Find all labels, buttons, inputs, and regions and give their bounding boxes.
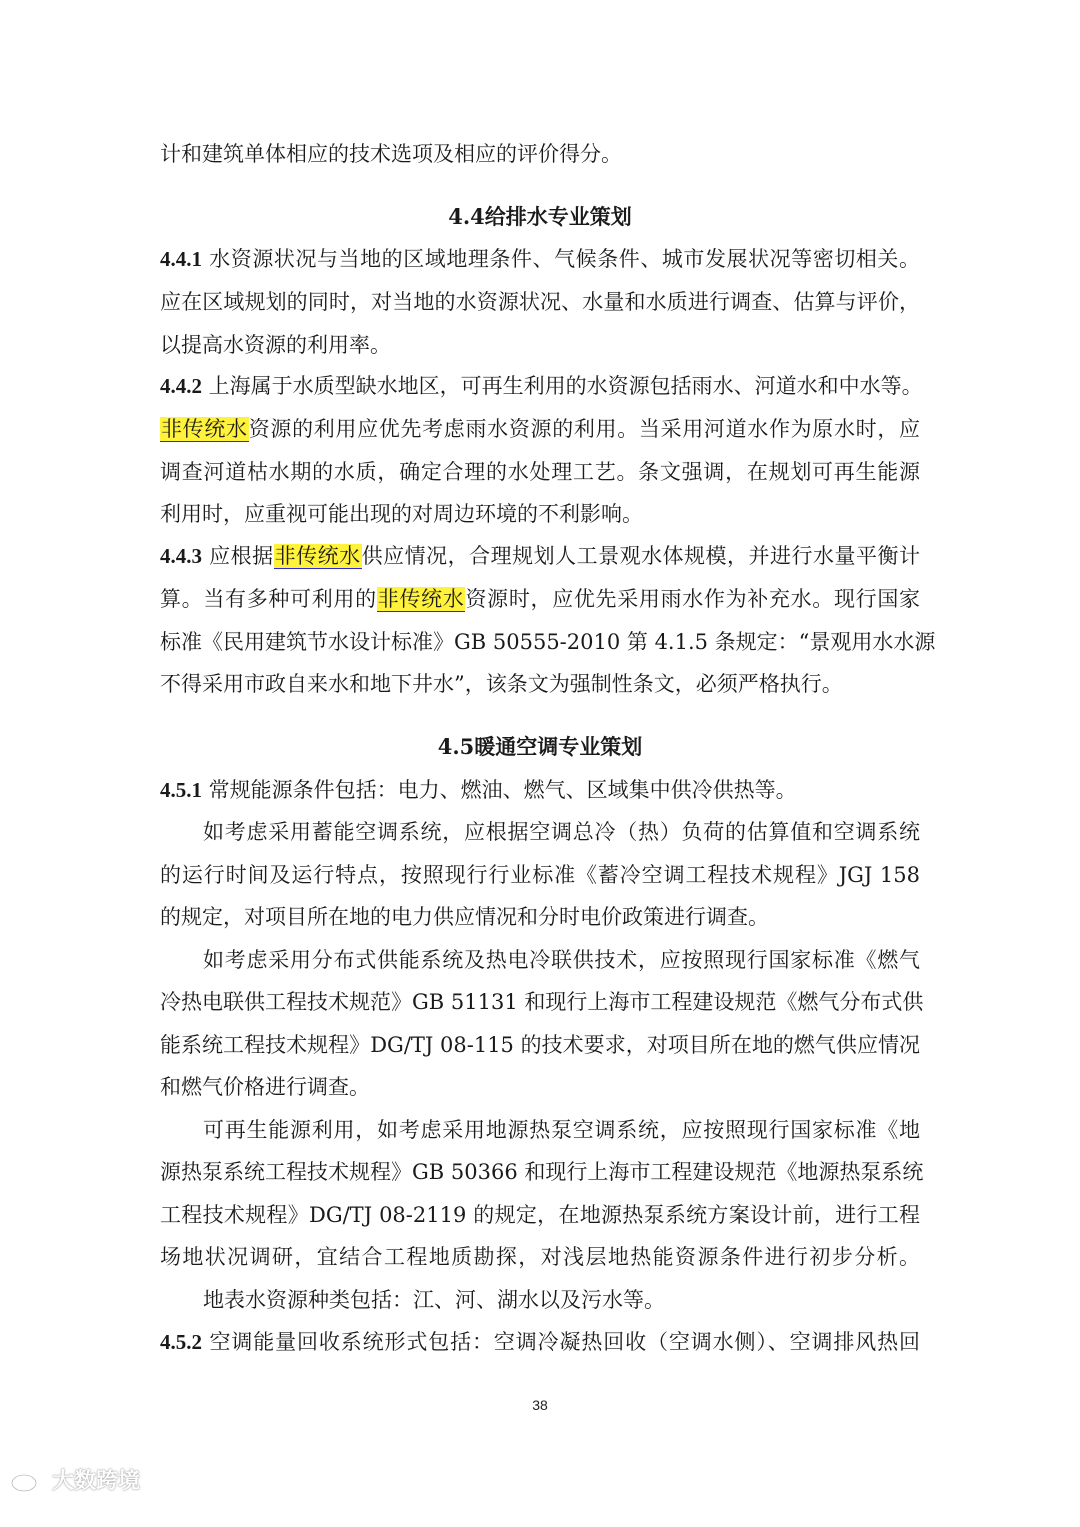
highlighted-term: 非传统水 (161, 417, 248, 441)
text-run: 场地状况调研，宜结合工程地质勘探，对浅层地热能资源条件进行初步分析。 (160, 1245, 920, 1269)
paragraph-storage-ac-line-2 (160, 861, 920, 889)
text-run: 资源的利用应优先考虑雨水资源的利用。当采用河道水作为原水时，应 (248, 417, 921, 441)
paragraph-4-5-1-line-1 (160, 776, 920, 804)
paragraph-4-4-2-line-4 (160, 500, 920, 528)
text-run: 能系统工程技术规程》DG/TJ 08-115 的技术要求，对项目所在地的燃气供应情况 (160, 1033, 920, 1057)
paragraph-distributed-energy-line-2 (160, 988, 924, 1016)
intro-line (160, 140, 920, 168)
text-run: 可再生能源利用，如考虑采用地源热泵空调系统，应按照现行国家标准《地 (203, 1118, 920, 1142)
text-run: 供应情况，合理规划人工景观水体规模，并进行水量平衡计 (361, 544, 920, 568)
paragraph-4-4-2-line-3 (160, 458, 920, 486)
text-run: 水资源状况与当地的区域地理条件、气候条件、城市发展状况等密切相关。 (202, 247, 920, 271)
paragraph-4-4-1-line-2 (160, 288, 920, 316)
paragraph-4-4-3-line-1 (160, 542, 920, 570)
text-run: 的运行时间及运行特点，按照现行行业标准《蓄冷空调工程技术规程》JGJ 158 (160, 863, 920, 887)
paragraph-storage-ac-line-1 (203, 818, 920, 846)
clause-number: 4.5.1 (160, 778, 202, 802)
paragraph-ground-source-line-1 (203, 1116, 920, 1144)
text-run: 算。当有多种可利用的 (160, 587, 377, 611)
clause-number: 4.4.3 (160, 544, 202, 568)
page-number: 38 (532, 1397, 548, 1413)
text-run: 如考虑采用分布式供能系统及热电冷联供技术，应按照现行国家标准《燃气 (203, 948, 920, 972)
text-run: 应在区域规划的同时，对当地的水资源状况、水量和水质进行调查、估算与评价， (160, 290, 920, 314)
text-run: 地表水资源种类包括：江、河、湖水以及污水等。 (203, 1288, 665, 1312)
paragraph-distributed-energy-line-3 (160, 1031, 920, 1059)
text-run: 标准《民用建筑节水设计标准》GB 50555-2010 第 4.1.5 条规定：“景观用水水源 (160, 630, 936, 654)
paragraph-ground-source-line-3 (160, 1201, 920, 1229)
text-run: 资源时，应优先采用雨水作为补充水。现行国家 (465, 587, 921, 611)
text-run: 应根据 (202, 544, 274, 568)
section-heading-4-5: 4.5暖通空调专业策划 (437, 734, 643, 759)
paragraph-4-4-3-line-2 (160, 585, 920, 613)
weibo-logo-icon (10, 1467, 44, 1493)
paragraph-ground-source-line-2 (160, 1158, 924, 1186)
paragraph-4-4-3-line-3 (160, 628, 936, 656)
text-run: 空调能量回收系统形式包括：空调冷凝热回收（空调水侧）、空调排风热回 (202, 1330, 920, 1354)
watermark-text: 大数跨境 (52, 1469, 141, 1494)
text-run: 常规能源条件包括：电力、燃油、燃气、区域集中供冷供热等。 (202, 778, 797, 802)
paragraph-4-4-2-line-1 (160, 372, 923, 400)
paragraph-4-5-2-line-1 (160, 1328, 920, 1356)
clause-number: 4.4.2 (160, 374, 202, 398)
paragraph-4-4-3-line-4 (160, 670, 920, 698)
text-run: 的规定，对项目所在地的电力供应情况和分时电价政策进行调查。 (160, 905, 769, 929)
text-run: 如考虑采用蓄能空调系统，应根据空调总冷（热）负荷的估算值和空调系统 (203, 820, 920, 844)
watermark (10, 1464, 140, 1495)
text-run: 源热泵系统工程技术规程》GB 50366 和现行上海市工程建设规范《地源热泵系统 (160, 1160, 924, 1184)
text-run: 调查河道枯水期的水质，确定合理的水处理工艺。条文强调，在规划可再生能源 (160, 460, 920, 484)
paragraph-4-4-1-line-3 (160, 331, 920, 359)
highlighted-term: 非传统水 (377, 587, 465, 611)
paragraph-4-4-1-line-1 (160, 245, 920, 273)
text-run: 工程技术规程》DG/TJ 08-2119 的规定，在地源热泵系统方案设计前，进行工程 (160, 1203, 920, 1227)
clause-number: 4.4.1 (160, 247, 202, 271)
text-run: 以提高水资源的利用率。 (160, 333, 391, 357)
paragraph-ground-source-line-4 (160, 1243, 920, 1271)
paragraph-4-4-2-line-2 (160, 415, 920, 443)
paragraph-storage-ac-line-3 (160, 903, 920, 931)
paragraph-surface-water-line-1 (203, 1286, 920, 1314)
text-run: 上海属于水质型缺水地区，可再生利用的水资源包括雨水、河道水和中水等。 (202, 374, 923, 398)
text-run: 利用时，应重视可能出现的对周边环境的不利影响。 (160, 502, 643, 526)
highlighted-term: 非传统水 (274, 544, 361, 568)
section-heading-4-4: 4.4给排水专业策划 (448, 204, 632, 229)
text-run: 冷热电联供工程技术规范》GB 51131 和现行上海市工程建设规范《燃气分布式供 (160, 990, 924, 1014)
text-run: 和燃气价格进行调查。 (160, 1075, 370, 1099)
paragraph-distributed-energy-line-1 (203, 946, 920, 974)
text-run: 不得采用市政自来水和地下井水”，该条文为强制性条文，必须严格执行。 (160, 672, 843, 696)
paragraph-distributed-energy-line-4 (160, 1073, 920, 1101)
text-run: 计和建筑单体相应的技术选项及相应的评价得分。 (160, 142, 622, 166)
clause-number: 4.5.2 (160, 1330, 202, 1354)
